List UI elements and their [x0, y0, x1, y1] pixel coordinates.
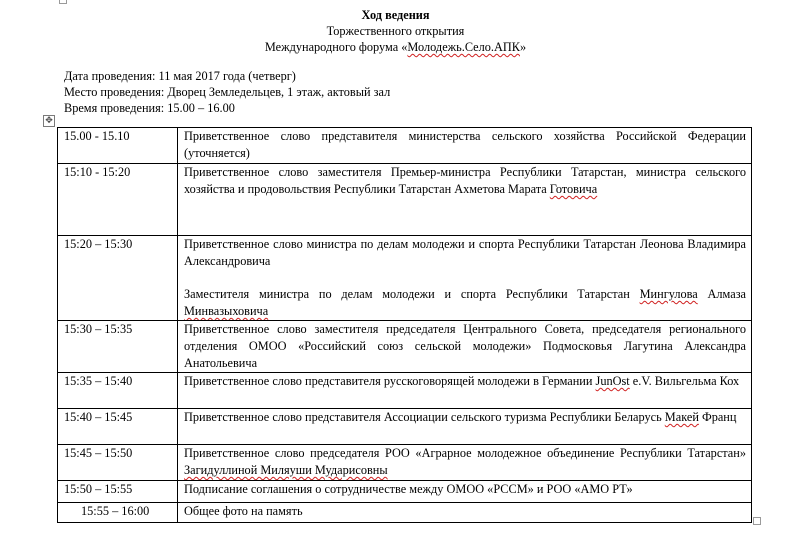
misspelled-word: Минвазыховича	[184, 304, 269, 318]
table-row	[58, 373, 752, 409]
event-time: Время проведения: 15.00 – 16.00	[64, 101, 235, 115]
description-text-part: Алмаза	[697, 287, 747, 301]
description-cell	[178, 409, 752, 445]
description-text: Приветственное слово заместителя Премьер-министра Республики Татарстан, министра сельского хозяйства и продовольствия Республики Татарстан Ахметова Марата	[184, 165, 746, 196]
page-corner-marker-top	[59, 0, 67, 4]
table-resize-handle[interactable]	[753, 517, 761, 525]
event-details	[64, 68, 390, 116]
document-header	[0, 7, 791, 55]
forum-name-suffix: »	[519, 40, 527, 54]
forum-name-misspelled: Молодежь.Село.АПК	[407, 40, 520, 54]
time-cell: 15:45 – 15:50	[58, 445, 178, 481]
description-text-second	[184, 286, 746, 320]
description-cell	[178, 236, 752, 321]
table-row	[58, 445, 752, 481]
table-row	[58, 409, 752, 445]
description-cell: Подписание соглашения о сотрудничестве между ОМОО «РССМ» и РОО «АМО РТ»	[178, 481, 752, 503]
time-cell: 15.00 - 15.10	[58, 128, 178, 164]
forum-name-prefix: Международного форума «	[264, 40, 408, 54]
table-row	[58, 164, 752, 236]
table-row	[58, 128, 752, 164]
description-text: Приветственное слово представителя Ассоциации сельского туризма Республики Беларусь	[184, 410, 665, 424]
description-cell	[178, 445, 752, 481]
table-row	[58, 503, 752, 523]
table-row	[58, 321, 752, 373]
subtitle-line: Торжественного открытия	[326, 24, 465, 38]
time-cell: 15:10 - 15:20	[58, 164, 178, 236]
description-text-part: Франц	[698, 410, 737, 424]
table-row	[58, 481, 752, 503]
time-cell: 15:20 – 15:30	[58, 236, 178, 321]
time-cell: 15:30 – 15:35	[58, 321, 178, 373]
schedule-table	[57, 127, 752, 523]
page-title: Ход ведения	[361, 8, 430, 22]
misspelled-word: Мингулова	[639, 287, 698, 301]
misspelled-word: JunOst	[595, 374, 630, 388]
description-text: Приветственное слово председателя РОО «Аграрное молодежное объединение Республики Татарстан»	[184, 446, 746, 460]
description-cell	[178, 373, 752, 409]
description-cell: Приветственное слово заместителя председателя Центрального Совета, председателя регионального отделения ОМОО «Российский союз сельской молодежи» Подмосковья Лагутина Александра Анатольевича	[178, 321, 752, 373]
time-cell: 15:35 – 15:40	[58, 373, 178, 409]
description-cell	[178, 164, 752, 236]
misspelled-word: Готовича	[549, 182, 598, 196]
paragraph-gap	[184, 270, 746, 286]
forum-name-line	[0, 39, 791, 55]
misspelled-word: Загидуллиной Миляуши Мударисовны	[184, 463, 388, 477]
description-cell: Приветственное слово представителя министерства сельского хозяйства Российской Федерации (уточняется)	[178, 128, 752, 164]
event-date: Дата проведения: 11 мая 2017 года (четверг)	[64, 69, 296, 83]
event-place: Место проведения: Дворец Земледельцев, 1 этаж, актовый зал	[64, 85, 391, 99]
description-cell: Общее фото на память	[178, 503, 752, 523]
move-cross-icon[interactable]: ✥	[43, 115, 55, 127]
description-text-part: Заместителя министра по делам молодежи и спорта Республики Татарстан	[184, 287, 640, 301]
time-cell: 15:40 – 15:45	[58, 409, 178, 445]
misspelled-word: Макей	[664, 410, 699, 424]
description-text-part: e.V. Вильгельма Кох	[629, 374, 740, 388]
table-row	[58, 236, 752, 321]
time-cell: 15:50 – 15:55	[58, 481, 178, 503]
description-text: Приветственное слово представителя русскоговорящей молодежи в Германии	[184, 374, 596, 388]
time-cell: 15:55 – 16:00	[58, 503, 178, 523]
description-text: Приветственное слово министра по делам молодежи и спорта Республики Татарстан Леонова Владимира Александровича	[184, 237, 746, 268]
